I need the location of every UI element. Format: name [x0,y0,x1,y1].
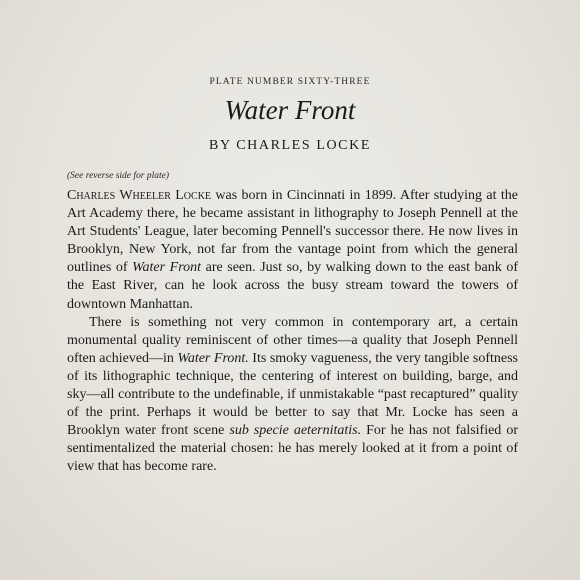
paragraph-2-text-c: For he has not falsified or sentimentalized the material chosen: he has merely looked at it from a point of view that has become rare. [67,423,518,475]
paragraph-2 [67,314,518,477]
paragraph-1-text-a: was born in Cincinnati in 1899. After studying at the Art Academy there, he became assistant in lithography to Joseph Pennell at the Art Students' League, later becoming Pennell's successor there. He now lives in Brooklyn, New York, not far from the vantage point from which the general outlines of [67,188,518,276]
plate-number: PLATE NUMBER SIXTY-THREE [209,77,371,87]
paragraph-1-italic-title: Water Front [132,260,202,276]
paragraph-1-text-b: are seen. Just so, by walking down to the east bank of the East River, can he look across the busy stream toward the towers of downtown Manhattan. [67,260,518,312]
see-reverse-note: (See reverse side for plate) [67,171,169,181]
paragraph-1 [67,187,518,314]
author-name-lead: Charles Wheeler Locke [67,188,212,203]
body-text [67,187,518,477]
paragraph-2-text-b: Its smoky vagueness, the very tangible softness of its lithographic technique, the centering of interest on building, barge, and sky—all contribute to the undefinable, if unmistakable “past recaptured” quality of the print. Perhaps it would be better to say that Mr. Locke has seen a Brooklyn water front scene [67,350,518,439]
byline: BY CHARLES LOCKE [209,138,371,153]
paragraph-2-italic-title: Water Front. [177,350,249,366]
page-title: Water Front [224,95,356,125]
paragraph-2-text-a: There is something not very common in contemporary art, a certain monumental quality reminiscent of other times—a quality that Joseph Pennell often achieved—in [67,314,518,366]
paragraph-2-italic-latin: sub specie aeternitatis. [229,423,362,439]
